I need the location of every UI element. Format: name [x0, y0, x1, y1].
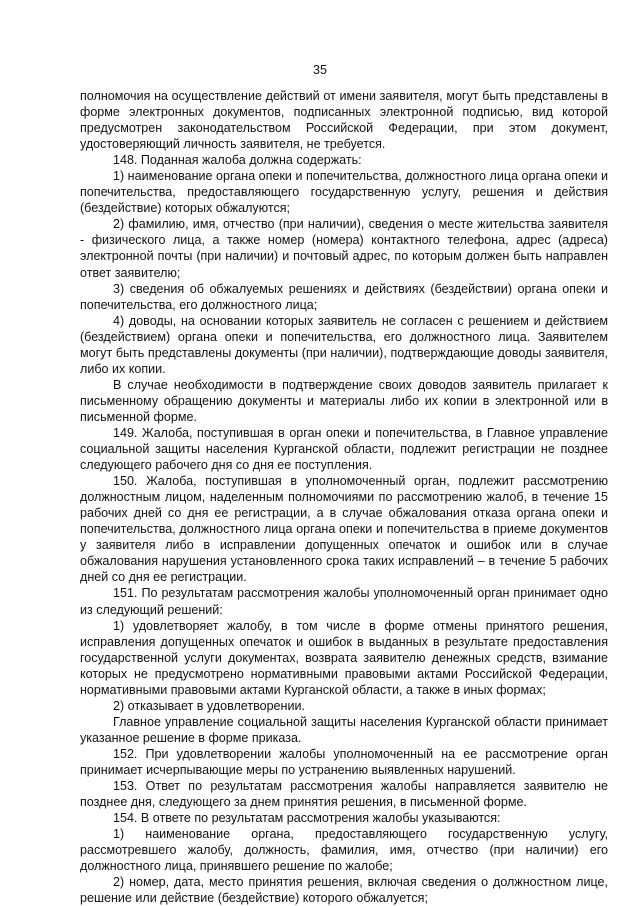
paragraph: 148. Поданная жалоба должна содержать:: [113, 153, 362, 168]
paragraph: 153. Ответ по результатам рассмотрения жалобы направляется заявителю не позднее дня, следующего за днем принятия решения, в письменной форме.: [80, 779, 608, 810]
page-number: 35: [313, 63, 327, 77]
paragraph: 4) доводы, на основании которых заявитель не согласен с решением и действием (бездействием) органа опеки и попечительства, его должностного лица. Заявителем могут быть представлены документы (при наличии), подтверждающие доводы заявителя, либо их копии.: [80, 313, 608, 376]
paragraph: 154. В ответе по результатам рассмотрения жалобы указываются:: [113, 811, 501, 826]
paragraph: 1) наименование органа, предоставляющего государственную услугу, рассмотревшего жалобу, должность, фамилия, имя, отчество (при наличии) его должностного лица, принявшего решение по жалобе;: [80, 827, 608, 874]
paragraph: 1) наименование органа опеки и попечительства, должностного лица органа опеки и попечительства, предоставляющего государственную услугу, решения и действия (бездействие) которых обжалуются;: [80, 169, 608, 216]
paragraph: 1) удовлетворяет жалобу, в том числе в форме отмены принятого решения, исправления допущенных опечаток и ошибок в выданных в результате предоставления государственной услуги документах, возврата заявителю денежных средств, взимание которых не предусмотрено нормативными правовыми актами Российской Федерации, нормативными правовыми актами Курганской области, а также в иных формах;: [80, 618, 608, 697]
paragraph: В случае необходимости в подтверждение своих доводов заявитель прилагает к письменному обращению документы и материалы либо их копии в электронной или в письменной форме.: [80, 377, 608, 424]
paragraph: 149. Жалоба, поступившая в орган опеки и попечительства, в Главное управление социальной защиты населения Курганской области, подлежит регистрации не позднее следующего рабочего дня со дня ее поступления.: [80, 425, 608, 473]
paragraph: полномочия на осуществление действий от имени заявителя, могут быть представлены в форме электронных документов, подписанных электронной подписью, вид которой предусмотрен законодательством Российской Федерации, при этом документ, удостоверяющий личность заявителя, не требуется.: [80, 89, 608, 152]
paragraph: 151. По результатам рассмотрения жалобы уполномоченный орган принимает одно из следующий решений:: [80, 586, 608, 617]
paragraph: 3) сведения об обжалуемых решениях и действиях (бездействии) органа опеки и попечительства, его должностного лица;: [80, 281, 608, 312]
paragraph: 152. При удовлетворении жалобы уполномоченный на ее рассмотрение орган принимает исчерпывающие меры по устранению выявленных нарушений.: [80, 746, 608, 777]
paragraph: 150. Жалоба, поступившая в уполномоченный орган, подлежит рассмотрению должностным лицом, наделенным полномочиями по рассмотрению жалоб, в течение 15 рабочих дней со дня ее регистрации, а в случае обжалования отказа органа опеки и попечительства, должностного лица органа опеки и попечительства в приеме документов у заявителя либо в исправлении допущенных опечаток и ошибок или в случае обжалования нарушения установленного срока таких исправлений – в течение 5 рабочих дней со дня ее регистрации.: [80, 474, 608, 585]
paragraph: 2) фамилию, имя, отчество (при наличии), сведения о месте жительства заявителя - физического лица, а также номер (номера) контактного телефона, адрес (адреса) электронной почты (при наличии) и почтовый адрес, по которым должен быть направлен ответ заявителю;: [80, 217, 608, 280]
paragraph: 2) номер, дата, место принятия решения, включая сведения о должностном лице, решение или действие (бездействие) которого обжалуется;: [80, 875, 608, 906]
document-body: [80, 88, 608, 906]
paragraph: Главное управление социальной защиты населения Курганской области принимает указанное решение в форме приказа.: [80, 714, 608, 745]
paragraph: 2) отказывает в удовлетворении.: [113, 698, 305, 713]
